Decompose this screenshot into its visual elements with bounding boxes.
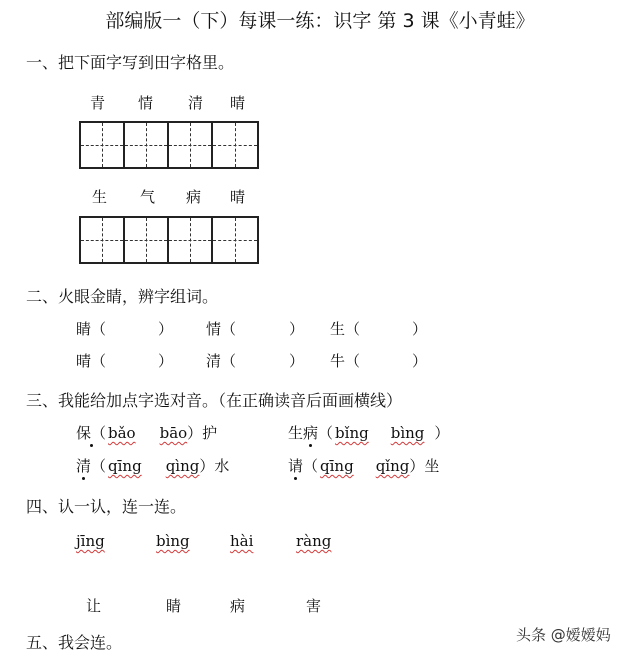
char-jing: 晴 — [230, 188, 246, 206]
char-sheng: 生 — [92, 188, 108, 206]
blank-close: ） — [412, 352, 428, 370]
tianzige-cell[interactable] — [81, 123, 125, 167]
pinyin-option[interactable]: bìng — [390, 424, 425, 442]
pinyin-rang[interactable]: ràng — [296, 532, 332, 550]
blank-open: 生（ — [330, 320, 361, 338]
watermark: 头条 @嫒嫒妈 — [516, 626, 611, 644]
blank-open: 清（ — [206, 352, 237, 370]
tianzige-cell[interactable] — [81, 218, 125, 262]
tianzige-cell[interactable] — [213, 123, 257, 167]
pinyin-question-bing: 生病（ bǐng bìng ） — [288, 424, 450, 442]
char-qing-3: 清 — [188, 94, 204, 112]
blank-open: 牛（ — [330, 352, 361, 370]
section-1-heading: 一、把下面字写到田字格里。 — [26, 53, 235, 72]
char-rang[interactable]: 让 — [86, 597, 102, 615]
pinyin-option[interactable]: qìng — [165, 457, 200, 475]
char-qi: 气 — [140, 188, 156, 206]
char-qing-4: 晴 — [230, 94, 246, 112]
tianzige-cell[interactable] — [125, 123, 169, 167]
char-bing: 病 — [186, 188, 202, 206]
tianzige-grid-2 — [79, 216, 259, 264]
pinyin-option[interactable]: bǐng — [335, 424, 369, 442]
blank-close: ） — [289, 320, 305, 338]
char-qing-2: 情 — [138, 94, 154, 112]
pinyin-option[interactable]: qīng — [108, 457, 142, 475]
blank-close: ） — [158, 320, 174, 338]
pinyin-hai[interactable]: hài — [230, 532, 254, 550]
blank-open: 睛（ — [76, 320, 107, 338]
pinyin-question-qing-water: 清（ qīng qìng）水 — [76, 457, 230, 475]
char-jing[interactable]: 睛 — [166, 597, 182, 615]
pinyin-option[interactable]: bāo — [159, 424, 188, 442]
blank-open: 情（ — [206, 320, 237, 338]
page-title: 部编版一（下）每课一练：识字 第 3 课《小青蛙》 — [105, 10, 535, 32]
pinyin-option[interactable]: qīng — [320, 457, 354, 475]
pinyin-option[interactable]: bǎo — [108, 424, 136, 442]
tianzige-grid-1 — [79, 121, 259, 169]
tianzige-cell[interactable] — [169, 123, 213, 167]
pinyin-bing[interactable]: bìng — [156, 532, 190, 550]
pinyin-option[interactable]: qǐng — [375, 457, 410, 475]
section-5-heading: 五、我会连。 — [26, 633, 123, 652]
blank-open: 晴（ — [76, 352, 107, 370]
section-3-heading: 三、我能给加点字选对音。（在正确读音后面画横线） — [26, 391, 403, 410]
char-bing[interactable]: 病 — [230, 597, 246, 615]
tianzige-cell[interactable] — [125, 218, 169, 262]
blank-close: ） — [289, 352, 305, 370]
char-qing-1: 青 — [90, 94, 106, 112]
char-hai[interactable]: 害 — [306, 597, 322, 615]
tianzige-cell[interactable] — [169, 218, 213, 262]
section-2-heading: 二、火眼金睛，辨字组词。 — [26, 287, 219, 306]
tianzige-cell[interactable] — [213, 218, 257, 262]
pinyin-question-bao: 保（ bǎo bāo）护 — [76, 424, 218, 442]
section-4-heading: 四、认一认，连一连。 — [26, 497, 187, 516]
pinyin-question-qing-sit: 请（ qīng qǐng）坐 — [288, 457, 440, 475]
blank-close: ） — [412, 320, 428, 338]
blank-close: ） — [158, 352, 174, 370]
pinyin-jing[interactable]: jīng — [76, 532, 105, 550]
